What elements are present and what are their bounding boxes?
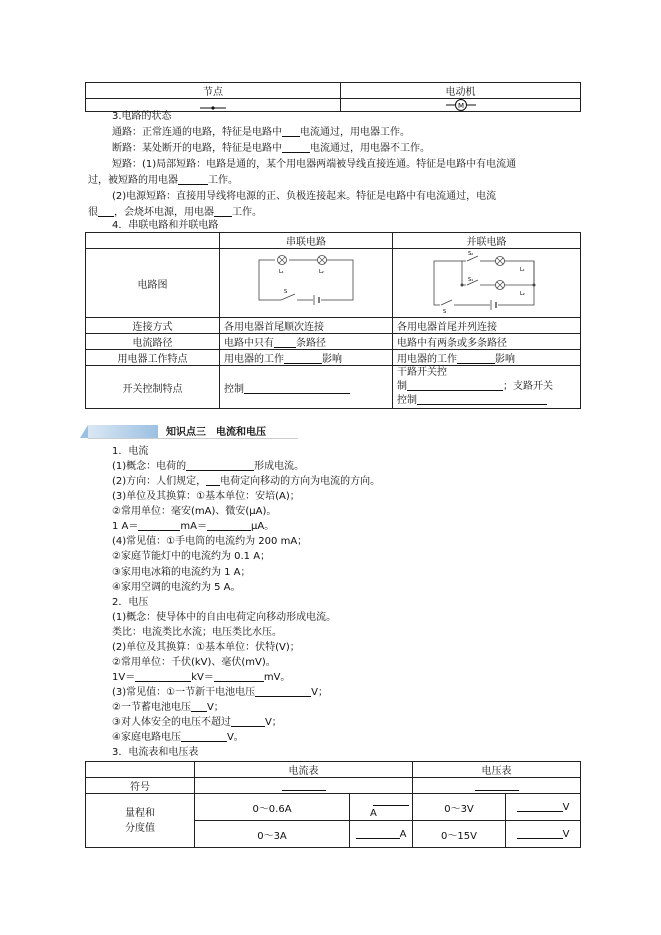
svg-text:L₂: L₂: [319, 269, 324, 275]
voltmeter-range-small: 0～3V: [413, 794, 506, 821]
parallel-switch: 干路开关控 制 ；支路开关 控制: [393, 366, 581, 409]
voltage-heading: 2．电压: [112, 597, 149, 608]
voltmeter-range-large: 0～15V: [413, 821, 506, 848]
voltage-common-value-3: ③对人体安全的电压不超过 V；: [112, 717, 282, 728]
svg-text:S: S: [442, 309, 446, 315]
short-circuit-local-2: 过，被短路的用电器 工作。: [88, 175, 238, 186]
motor-symbol-cell: [341, 99, 581, 112]
ammeter-symbol: [195, 778, 413, 794]
current-common-value-1: (4)常见值：①手电筒的电流约为 200 mA；: [112, 536, 308, 547]
short-circuit-local: 短路：(1)局部短路：电路是通的，某个用电器两端被导线直接连通。特征是电路中有电流通: [112, 159, 517, 170]
voltage-concept: (1)概念：使导体中的自由电荷定向移动形成电流。: [112, 612, 337, 623]
range-row-label: 量程和 分度值: [86, 794, 195, 848]
voltmeter-symbol: [413, 778, 581, 794]
path-row-label: 电流路径: [86, 334, 220, 350]
work-row-label: 用电器工作特点: [86, 350, 220, 366]
series-work: 用电器的工作 影响: [220, 350, 393, 366]
voltage-common-value-2: ②一节蓄电池电压 V；: [112, 702, 224, 713]
parallel-connect: 各用电器首尾并列连接: [393, 318, 581, 334]
meters-title: 3．电流表和电压表: [112, 747, 199, 758]
node-header: 节点: [86, 83, 341, 99]
series-parallel-title: 4．串联电路和并联电路: [112, 220, 219, 231]
open-circuit-text: 断路：某处断开的电路，特征是电路中 电流通过，用电器不工作。: [112, 143, 430, 154]
voltmeter-div-small: V: [506, 794, 581, 821]
series-path: 电路中只有 条路径: [220, 334, 393, 350]
symbol-row-label: 符号: [86, 778, 195, 794]
current-conversion: 1 A＝ mA＝ μA。: [112, 521, 275, 532]
voltage-common-value-1: (3)常见值：①一节新干电池电压 V；: [112, 687, 328, 698]
svg-text:M: M: [457, 102, 464, 110]
ammeter-div-small: A: [350, 794, 413, 821]
series-diagram-cell: [220, 249, 393, 318]
diagram-row-label: 电路图: [86, 249, 220, 318]
series-connect: 各用电器首尾顺次连接: [220, 318, 393, 334]
ammeter-range-large: 0～3A: [195, 821, 350, 848]
node-symbol-icon: [198, 100, 228, 110]
connect-row-label: 连接方式: [86, 318, 220, 334]
current-unit: (3)单位及其换算：①基本单位：安培(A)；: [112, 491, 300, 502]
closed-circuit-text: 通路：正常连通的电路，特征是电路中 电流通过，用电器工作。: [112, 127, 410, 138]
svg-text:L₁: L₁: [279, 269, 284, 275]
current-common-value-2: ②家庭节能灯中的电流约为 0.1 A；: [112, 551, 271, 562]
parallel-path: 电路中有两条或多条路径: [393, 334, 581, 350]
svg-text:S₂: S₂: [467, 251, 473, 257]
circuit-state-title: 3.电路的状态: [112, 111, 172, 122]
svg-text:S₁: S₁: [467, 277, 473, 283]
ammeter-header: 电流表: [195, 762, 413, 778]
current-common-value-4: ④家用空调的电流约为 5 A。: [112, 582, 241, 593]
meters-table: [85, 761, 581, 848]
series-parallel-table: [85, 232, 581, 409]
parallel-circuit-diagram: [422, 251, 552, 315]
svg-text:L₂: L₂: [519, 291, 525, 297]
short-circuit-source-2: 很 ，会烧坏电源，用电器 工作。: [88, 207, 262, 218]
series-circuit-diagram: [251, 254, 361, 312]
motor-header: 电动机: [341, 83, 581, 99]
switch-row-label: 开关控制特点: [86, 366, 220, 409]
symbol-table: [85, 82, 581, 112]
parallel-header: 并联电路: [393, 233, 581, 249]
section-banner-icon: [88, 425, 158, 438]
parallel-work: 用电器的工作 影响: [393, 350, 581, 366]
voltage-analogy: 类比：电流类比水流；电压类比水压。: [112, 627, 282, 638]
current-direction: (2)方向：人们规定， 电荷定向移动的方向为电流的方向。: [112, 476, 381, 487]
ammeter-range-small: 0～0.6A: [195, 794, 350, 821]
ammeter-div-large: A: [350, 821, 413, 848]
voltage-unit: (2)单位及其换算：①基本单位：伏特(V)；: [112, 642, 300, 653]
section-title: 知识点三 电流和电压: [166, 427, 266, 438]
motor-symbol-icon: [446, 99, 476, 111]
svg-text:S: S: [284, 289, 288, 295]
voltmeter-div-large: V: [506, 821, 581, 848]
svg-text:L₁: L₁: [519, 267, 525, 273]
short-circuit-source: (2)电源短路：直接用导线将电源的正、负极连接起来。特征是电路中有电流通过，电流: [112, 191, 497, 202]
current-concept: (1)概念：电荷的 形成电流。: [112, 461, 305, 472]
voltage-common-unit: ②常用单位：千伏(kV)、毫伏(mV)。: [112, 657, 276, 668]
current-common-unit: ②常用单位：毫安(mA)、微安(μA)。: [112, 506, 277, 517]
voltmeter-header: 电压表: [413, 762, 581, 778]
current-common-value-3: ③家用电冰箱的电流约为 1 A；: [112, 567, 251, 578]
voltage-conversion: 1V＝ kV＝ mV。: [112, 672, 291, 683]
series-header: 串联电路: [220, 233, 393, 249]
voltage-common-value-4: ④家庭电路电压 V。: [112, 732, 244, 743]
series-switch: 控制: [220, 366, 393, 409]
current-heading: 1．电流: [112, 446, 149, 457]
parallel-diagram-cell: [393, 249, 581, 318]
